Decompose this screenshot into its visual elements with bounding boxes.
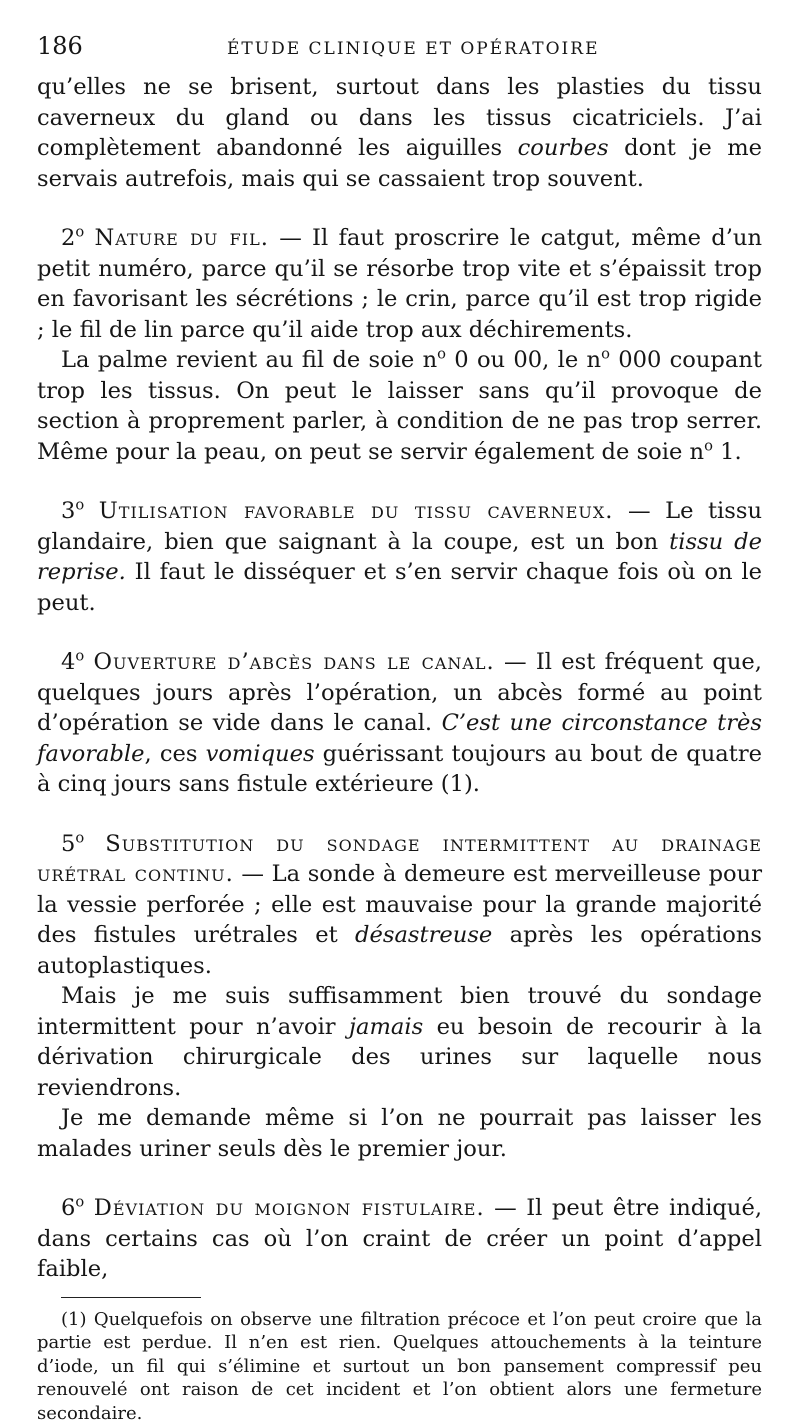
section-heading: Substitution du sondage intermittent au drainage urétral continu.: [37, 831, 762, 888]
text-span: 0 ou 00, le n: [446, 347, 601, 373]
text-span: o: [75, 1193, 84, 1210]
text-span: 3: [61, 498, 75, 524]
text-span: jamais: [349, 1014, 423, 1040]
text-span: tissu de reprise.: [37, 529, 762, 586]
text-span: 000 coupant trop les tissus. On peut le laisser sans qu’il provoque de section à proprement parler, à condition de ne pas trop serrer. Même pour la peau, on peut se servir également de soie n: [37, 347, 762, 465]
text-span: C’est une circonstance très favorable: [37, 710, 762, 767]
text-span: désastreuse: [355, 922, 492, 948]
text-span: courbes: [518, 135, 609, 161]
body-text: [37, 72, 762, 1285]
section-paragraph: [37, 1193, 762, 1285]
running-header: [37, 32, 762, 72]
text-span: dont je me servais autrefois, mais qui se cassaient trop souvent.: [37, 135, 762, 192]
text-span: — Il peut être indiqué, dans certains cas où l’on craint de créer un point d’appel faible,: [37, 1195, 762, 1282]
text-span: — Il est fréquent que, quelques jours après l’opération, un abcès formé au point d’opération se vide dans le canal.: [37, 649, 762, 736]
text-span: o: [75, 647, 84, 664]
section-paragraph: [37, 496, 762, 618]
section-paragraph: [37, 223, 762, 345]
text-span: , ces: [145, 741, 206, 767]
text-span: [84, 831, 105, 857]
section-heading: Déviation du moignon fistulaire.: [94, 1195, 485, 1221]
text-span: guérissant toujours au bout de quatre à cinq jours sans fistule extérieure (1).: [37, 741, 762, 798]
text-span: Il faut le disséquer et s’en servir chaque fois où on le peut.: [37, 559, 762, 616]
text-span: qu’elles ne se brisent, surtout dans les plasties du tissu caverneux du gland ou dans les tissus cicatriciels. J’ai complètement abandonné les aiguilles: [37, 74, 762, 161]
section-heading: Nature du fil.: [95, 225, 269, 251]
text-span: 1.: [713, 439, 742, 465]
text-span: — La sonde à demeure est merveilleuse pour la vessie perforée ; elle est mauvaise pour la grande majorité des fistules urétrales et: [37, 861, 762, 948]
section-paragraph: [37, 829, 762, 982]
text-span: Je me demande même si l’on ne pourrait pas laisser les malades uriner seuls dès le premier jour.: [37, 1105, 762, 1162]
footnote: (1) Quelquefois on observe une filtration précoce et l’on peut croire que la partie est perdue. Il n’en est rien. Quelques attouchements à la teinture d’iode, un fil qui s’élimine et surtout un bon pansement compressif peu renouvelé ont raison de cet incident et l’on obtient alors une fermeture secondaire.: [37, 1308, 762, 1425]
text-span: La palme revient au fil de soie n: [61, 347, 437, 373]
text-span: vomiques: [206, 741, 315, 767]
text-span: o: [75, 496, 84, 513]
section-paragraph: [37, 647, 762, 800]
text-span: [84, 225, 94, 251]
footnote-rule: [61, 1297, 201, 1298]
text-span: — Il faut proscrire le catgut, même d’un petit numéro, parce qu’il se résorbe trop vite et s’épaissit trop en favorisant les sécrétions ; le crin, parce qu’il est trop rigide ; le fil de lin parce qu’il aide trop aux déchirements.: [37, 225, 762, 343]
text-span: o: [75, 223, 84, 240]
footnotes: [37, 1308, 762, 1425]
text-span: Mais je me suis suffisamment bien trouvé du sondage intermittent pour n’avoir: [37, 983, 762, 1040]
paragraph: [37, 981, 762, 1103]
text-span: [84, 498, 99, 524]
text-span: o: [75, 829, 84, 846]
text-span: o: [437, 345, 446, 362]
section-heading: Utilisation favorable du tissu caverneux.: [99, 498, 614, 524]
text-span: 2: [61, 225, 75, 251]
text-span: 5: [61, 831, 75, 857]
section-heading: Ouverture d’abcès dans le canal.: [93, 649, 494, 675]
text-span: o: [704, 437, 713, 454]
text-span: après les opérations autoplastiques.: [37, 922, 762, 979]
text-span: [84, 1195, 94, 1221]
text-span: eu besoin de recourir à la dérivation chirurgicale des urines sur laquelle nous reviendrons.: [37, 1014, 762, 1101]
text-span: o: [601, 345, 610, 362]
running-title: ÉTUDE CLINIQUE ET OPÉRATOIRE: [227, 39, 599, 59]
text-span: — Le tissu glandaire, bien que saignant à la coupe, est un bon: [37, 498, 762, 555]
paragraph: [37, 1103, 762, 1164]
text-span: 6: [61, 1195, 75, 1221]
text-span: 4: [61, 649, 75, 675]
paragraph: [37, 345, 762, 467]
page-number: 186: [37, 32, 227, 60]
paragraph: [37, 72, 762, 194]
